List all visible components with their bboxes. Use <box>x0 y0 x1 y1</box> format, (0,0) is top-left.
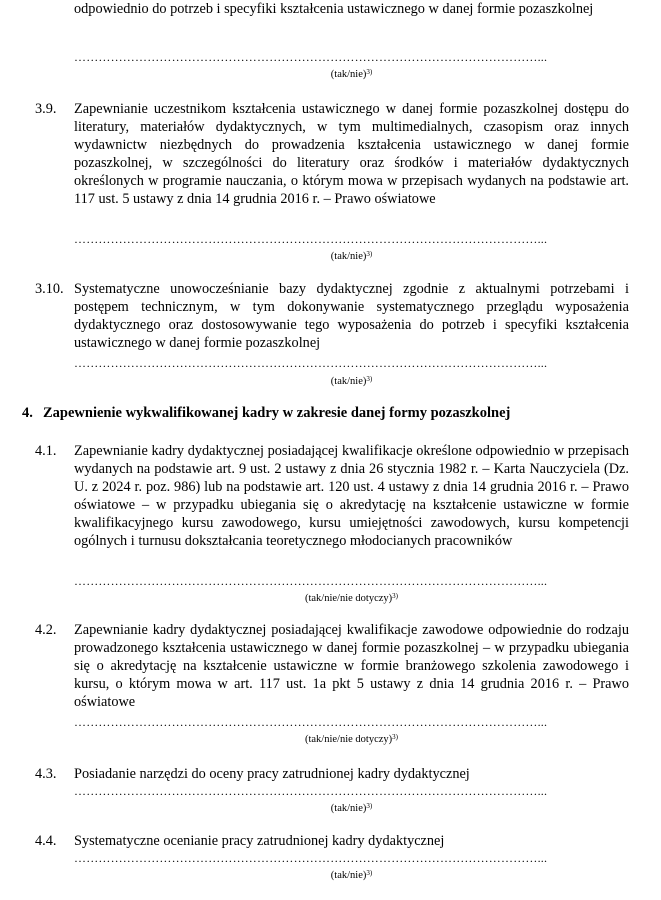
answer-line[interactable]: ……………………………………………………………………………………………………... <box>74 715 548 729</box>
item-3-9 <box>35 100 629 208</box>
item-text: Zapewnianie uczestnikom kształcenia ustawicznego w danej formie pozaszkolnej dostępu do literatury, materiałów dydaktycznych, w tym multimedialnych, czasopism oraz innych wydawnictw niezbędnych do prowadzenia kształcenia ustawicznego w danej formie pozaszkolnej, w szczególności do literatury oraz środków i materiałów dydaktycznych określonych w programie nauczania, o którym mowa w przepisach wydanych na podstawie art. 117 ust. 5 ustawy z dnia 14 grudnia 2016 r. – Prawo oświatowe <box>74 101 629 207</box>
footnote-ref: 3) <box>366 250 373 258</box>
answer-line[interactable]: ……………………………………………………………………………………………………... <box>74 232 548 246</box>
footnote-ref: 3) <box>392 592 399 600</box>
footnote-ref: 3) <box>366 375 373 383</box>
item-3-10 <box>35 280 629 352</box>
section-title: Zapewnienie wykwalifikowanej kadry w zakresie danej formy pozaszkolnej <box>43 405 511 421</box>
footnote-ref: 3) <box>366 802 373 810</box>
item-text: Systematyczne unowocześnianie bazy dydaktycznej zgodnie z aktualnymi potrzebami i postępem technicznym, w tym dokonywanie systematycznego przeglądu wyposażenia dydaktycznego oraz dostosowywanie tego wyposażenia do potrzeb i specyfiki kształcenia ustawicznego w danej formie pozaszkolnej <box>74 281 629 351</box>
answer-caption: $(tak/nie)^{3)}$ <box>330 375 373 387</box>
answer-caption: (tak/nie/nie dotyczy)$^{3)}$ <box>304 592 399 604</box>
item-number: 3.9. <box>35 101 57 117</box>
section-number: 4. <box>22 405 33 421</box>
answer-caption: (tak/nie/nie dotyczy)$^{3)}$ <box>304 733 399 745</box>
answer-line[interactable]: ……………………………………………………………………………………………………... <box>74 356 548 370</box>
item-4-3 <box>35 765 629 783</box>
footnote-ref: 3) <box>392 733 399 741</box>
section-heading <box>22 404 510 422</box>
item-4-1 <box>35 442 629 550</box>
item-number: 4.3. <box>35 766 57 782</box>
answer-line[interactable]: ……………………………………………………………………………………………………... <box>74 574 548 588</box>
item-text: Zapewnianie kadry dydaktycznej posiadającej kwalifikacje określone odpowiednio w przepisach wydanych na podstawie art. 9 ust. 2 ustawy z dnia 26 stycznia 1982 r. – Karta Nauczyciela (Dz. U. z 2024 r. poz. 986) lub na podstawie art. 120 ust. 4 ustawy z dnia 14 grudnia 2016 r. – Prawo oświatowe – w przypadku ubiegania się o akredytację na kształcenie ustawiczne w formie kwalifikacyjnego kursu zawodowego, kursu umiejętności zawodowych, kursu kompetencji ogólnych i turnusu dokształcania teoretycznego młodocianych pracowników <box>74 443 629 549</box>
answer-line[interactable]: ……………………………………………………………………………………………………... <box>74 851 548 865</box>
answer-caption: $(tak/nie)^{3)}$ <box>330 869 373 881</box>
answer-caption: $(tak/nie)^{3)}$ <box>330 68 373 80</box>
item-number: 4.1. <box>35 443 57 459</box>
answer-caption: $(tak/nie)^{3)}$ <box>330 250 373 262</box>
answer-line[interactable]: ……………………………………………………………………………………………………... <box>74 784 548 798</box>
answer-line[interactable]: ……………………………………………………………………………………………………... <box>74 50 548 64</box>
footnote-ref: 3) <box>366 68 373 76</box>
item-number: 4.4. <box>35 833 57 849</box>
intro-text: odpowiednio do potrzeb i specyfiki kształcenia ustawicznego w danej formie pozaszkolnej <box>74 1 594 17</box>
item-number: 3.10. <box>35 281 64 297</box>
item-4-4 <box>35 832 629 850</box>
footnote-ref: 3) <box>366 869 373 877</box>
item-4-2 <box>35 621 629 711</box>
item-text: Zapewnianie kadry dydaktycznej posiadającej kwalifikacje zawodowe odpowiednie do rodzaju prowadzonego kształcenia ustawicznego w danej formie pozaszkolnej – w przypadku ubiegania się o akredytację na kształcenie ustawiczne w formie branżowego szkolenia zawodowego i kursu, o którym mowa w art. 117 ust. 1a pkt 5 ustawy z dnia 14 grudnia 2016 r. – Prawo oświatowe <box>74 622 629 710</box>
item-text: Systematyczne ocenianie pracy zatrudnionej kadry dydaktycznej <box>74 833 445 849</box>
answer-caption: $(tak/nie)^{3)}$ <box>330 802 373 814</box>
item-number: 4.2. <box>35 622 57 638</box>
item-text: Posiadanie narzędzi do oceny pracy zatrudnionej kadry dydaktycznej <box>74 766 470 782</box>
